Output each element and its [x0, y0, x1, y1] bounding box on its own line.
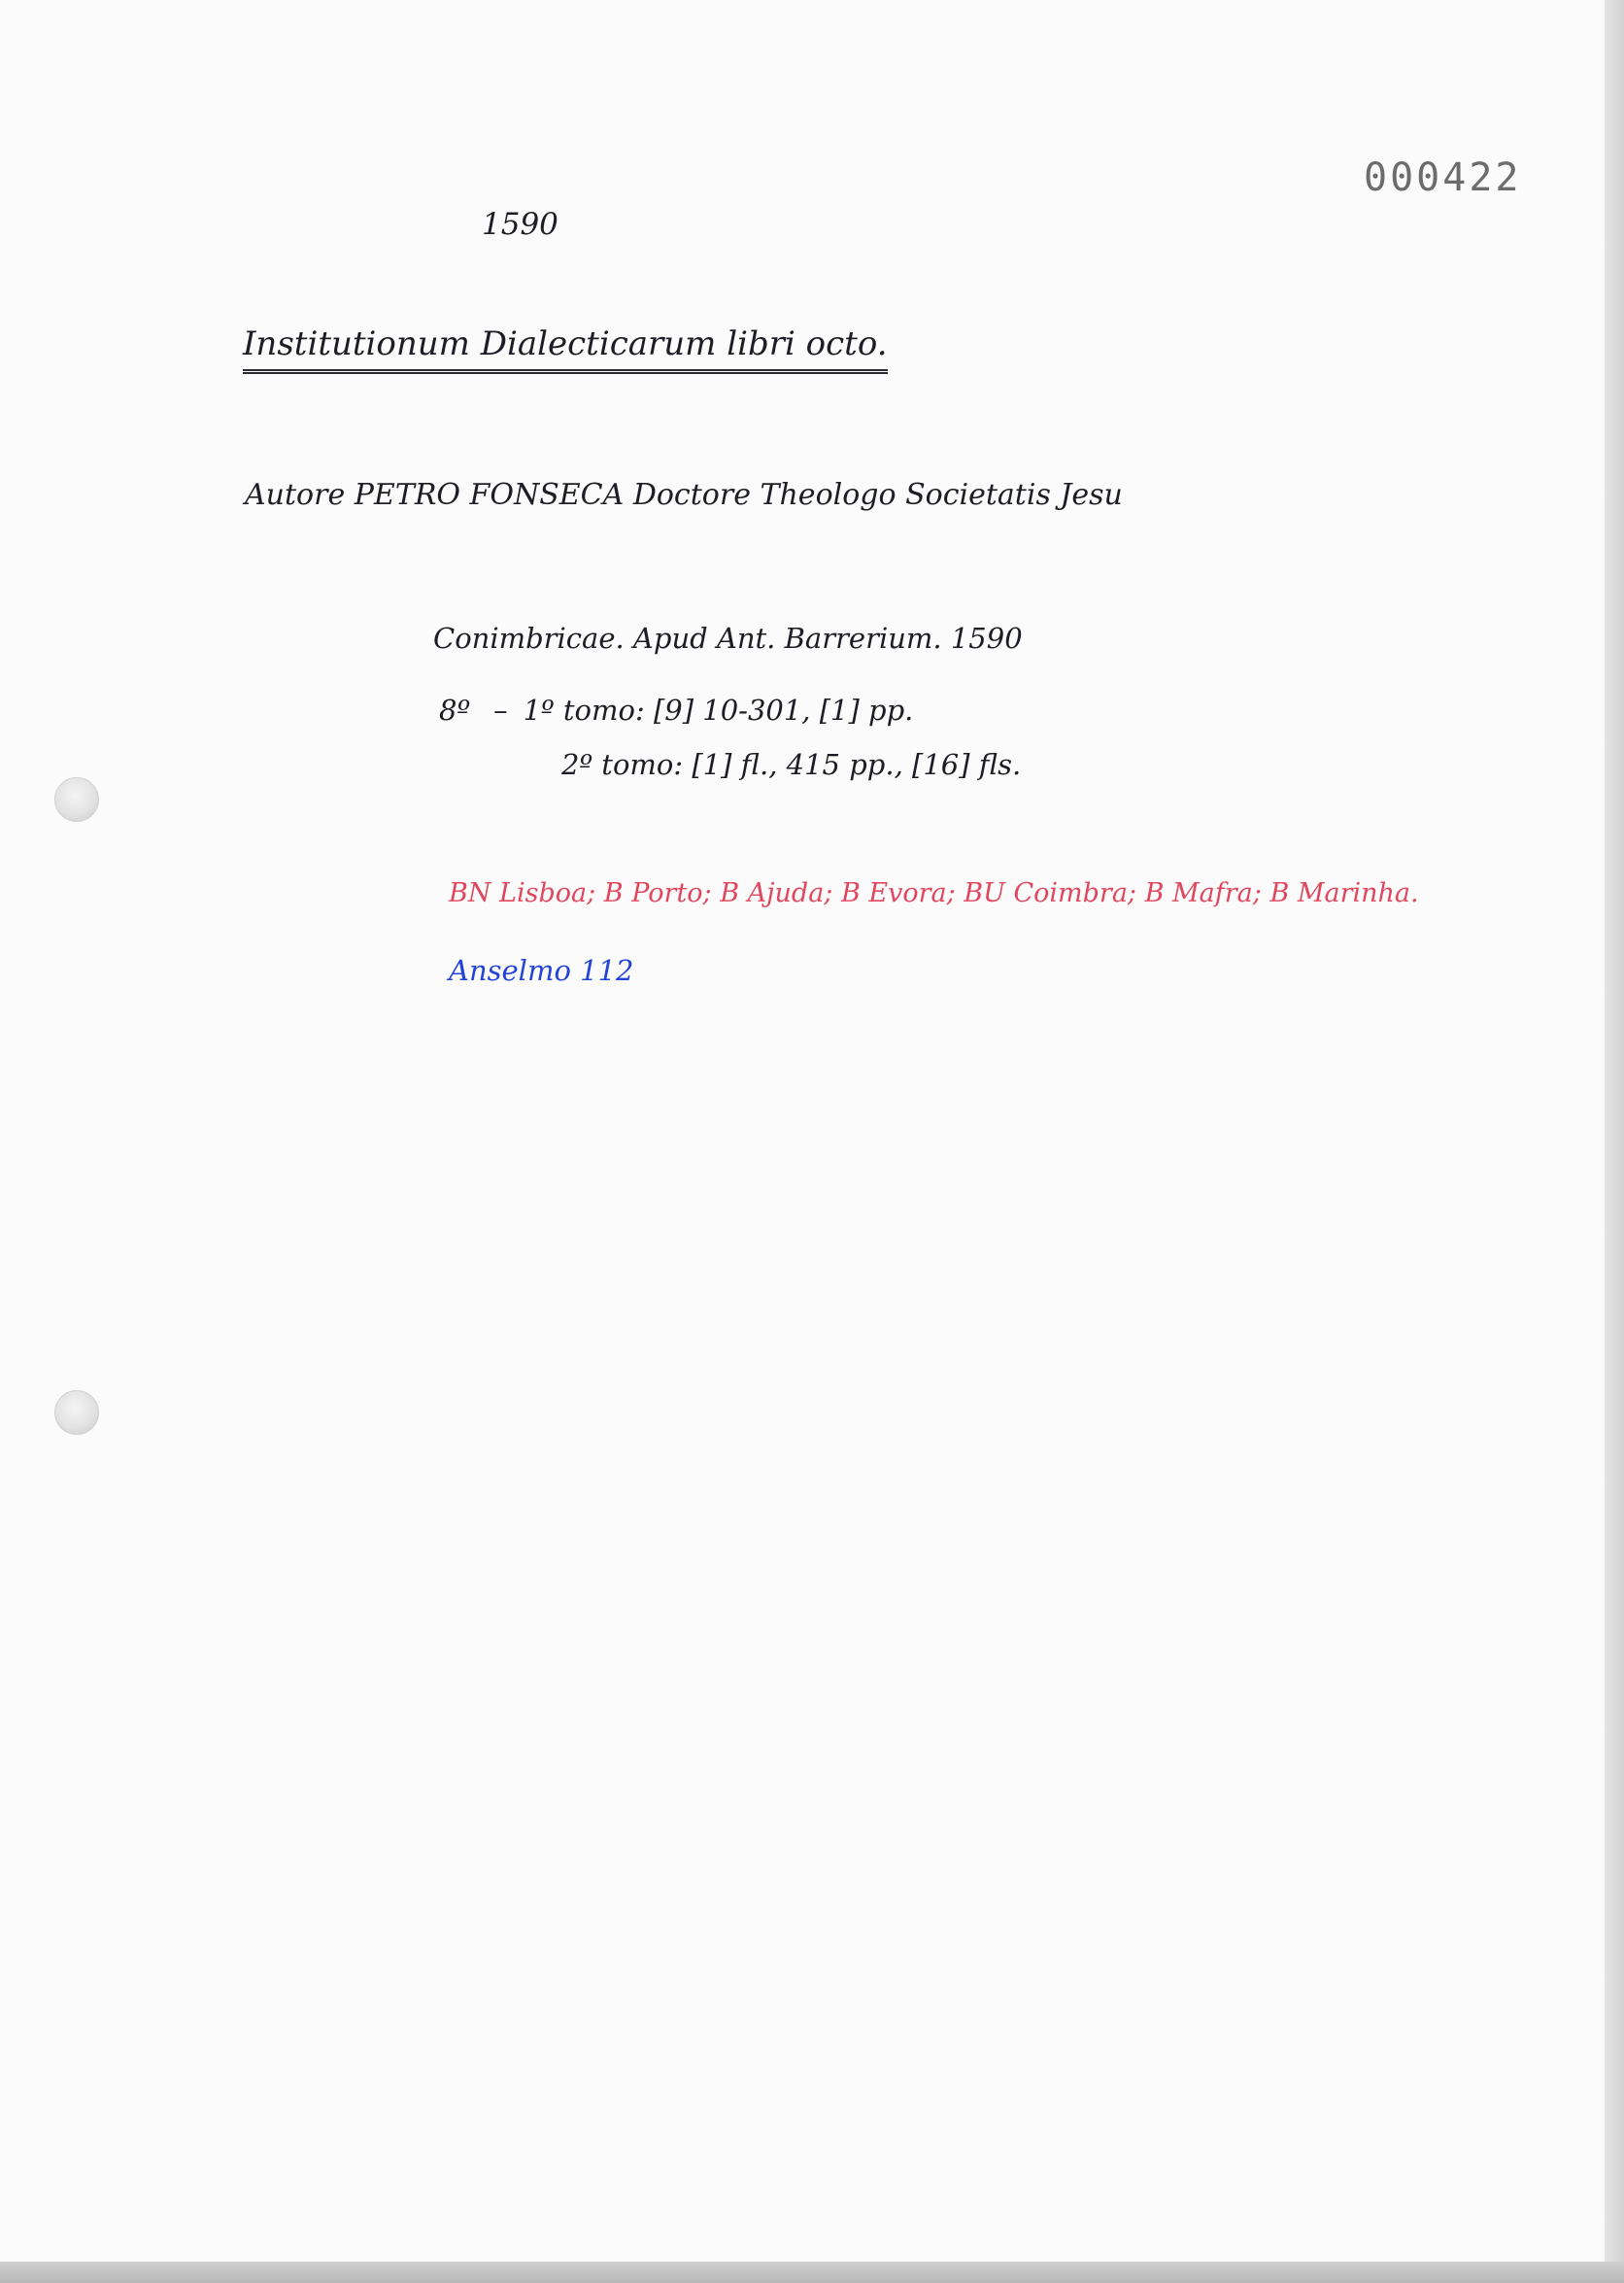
- library-holdings: BN Lisboa; B Porto; B Ajuda; B Evora; BU Coimbra; B Mafra; B Marinha.: [449, 878, 1419, 908]
- bibliographic-reference: Anselmo 112: [449, 954, 634, 987]
- book-title: Institutionum Dialecticarum libri octo.: [243, 324, 888, 374]
- format-size: 8º: [439, 694, 471, 727]
- scanner-edge-bottom: [0, 2262, 1624, 2283]
- punch-hole-bottom: [54, 1390, 99, 1435]
- format-dash: –: [493, 694, 508, 727]
- punch-hole-top: [54, 777, 99, 822]
- author-line: Autore PETRO FONSECA Doctore Theologo Societatis Jesu: [245, 478, 1123, 512]
- volume-1-collation: 1º tomo: [9] 10-301, [1] pp.: [523, 694, 914, 727]
- scanner-edge-right: [1605, 0, 1624, 2262]
- format-line: [439, 694, 913, 727]
- publication-year: 1590: [482, 207, 558, 242]
- imprint-line: Conimbricae. Apud Ant. Barrerium. 1590: [433, 622, 1023, 655]
- record-number-stamp: 000422: [1364, 155, 1522, 200]
- volume-2-collation: 2º tomo: [1] fl., 415 pp., [16] fls.: [561, 748, 1022, 781]
